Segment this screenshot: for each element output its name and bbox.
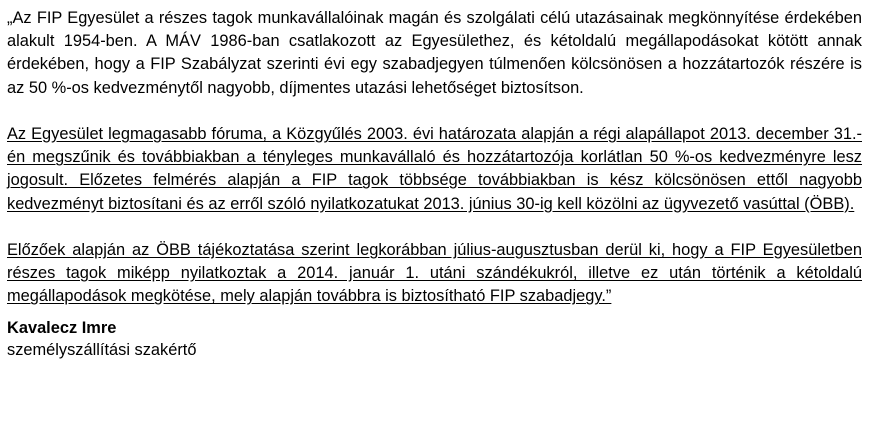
paragraph-general-assembly-decision: Az Egyesület legmagasabb fóruma, a Közgyűlés 2003. évi határozata alapján a régi alapállapot 2013. december 31.-én megszűnik és továbbiakban a tényleges munkavállaló és hozzátartozója korlátlan 50 %-os kedvezményre lesz jogosult. Előzetes felmérés alapján a FIP tagok többsége továbbiakban is kész kölcsönösen ettől nagyobb kedvezményt biztosítani és az erről szóló nyilatkozatukat 2013. június 30-ig kell közölni az ügyvezető vasúttal (ÖBB). [7, 125, 862, 213]
paragraph-fip-history: „Az FIP Egyesület a részes tagok munkavállalóinak magán és szolgálati célú utazásainak megkönnyítése érdekében alakult 1954-ben. A MÁV 1986-ban csatlakozott az Egyesülethez, és kétoldalú megállapodásokat kötött annak érdekében, hogy a FIP Szabályzat szerinti évi egy szabadjegyen túlmenően kölcsönösen a hozzátartozók részére is az 50 %-os kedvezménytől nagyobb, díjmentes utazási lehetőséget biztosítson. [7, 9, 862, 97]
signature-title: személyszállítási szakértő [7, 340, 197, 359]
paragraph-spacer [7, 216, 862, 239]
paragraph-obb-information: Előzőek alapján az ÖBB tájékoztatása szerint legkorábban július-augusztusban derül ki, hogy a FIP Egyesületben részes tagok miképp nyilatkoztak a 2014. január 1. utáni szándékukról, illetve ez után történik a kétoldalú megállapodások megkötése, mely alapján továbbra is biztosítható FIP szabadjegy.” [7, 241, 862, 306]
paragraph-spacer [7, 100, 862, 123]
signature-name: Kavalecz Imre [7, 318, 117, 337]
document-body [7, 7, 862, 361]
